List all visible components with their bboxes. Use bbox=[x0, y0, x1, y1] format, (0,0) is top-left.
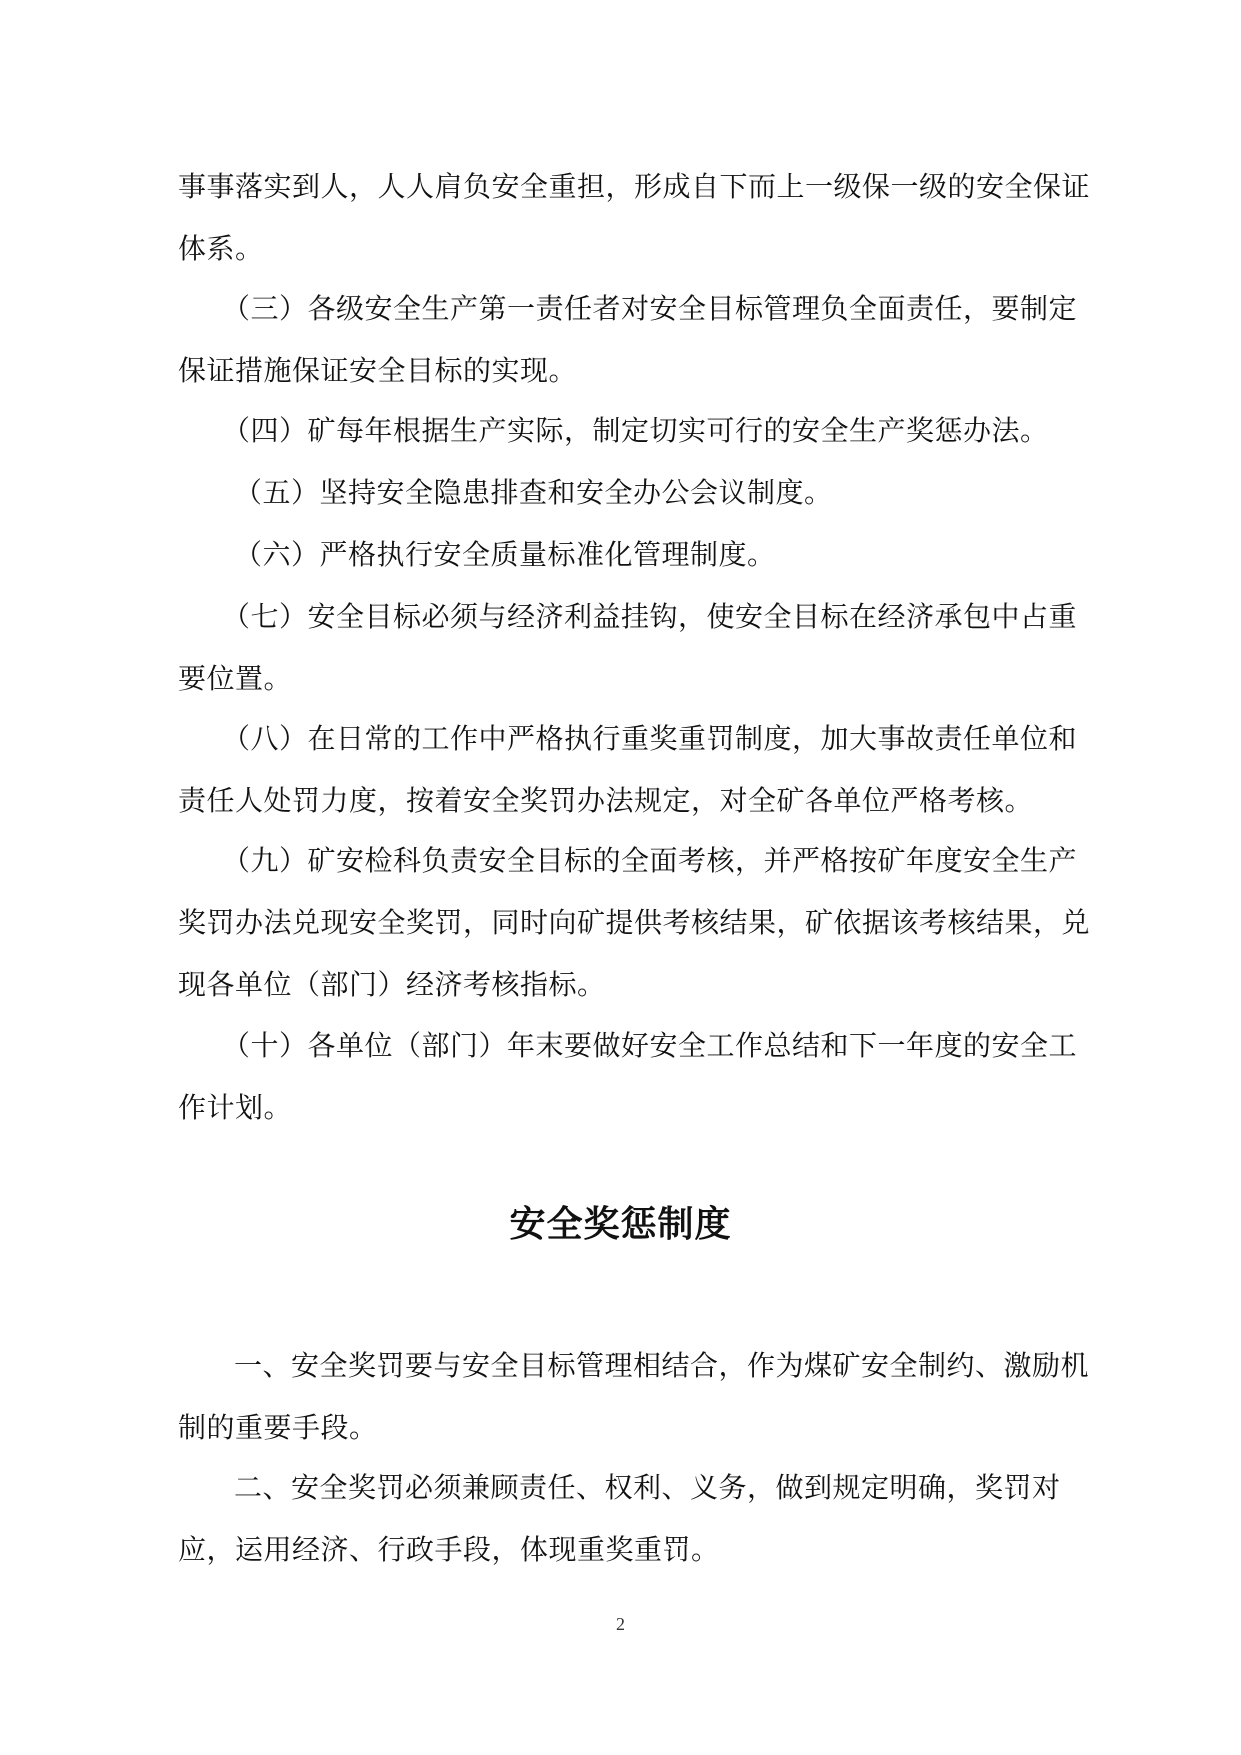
paragraph-item-7: （七）安全目标必须与经济利益挂钩，使安全目标在经济承包中占重要位置。 bbox=[178, 600, 1078, 695]
paragraph-item-10: （十）各单位（部门）年末要做好安全工作总结和下一年度的安全工作计划。 bbox=[178, 1029, 1078, 1124]
page-number: 2 bbox=[616, 1614, 625, 1634]
paragraph-item-9: （九）矿安检科负责安全目标的全面考核，并严格按矿年度安全生产奖罚办法兑现安全奖罚，同时向矿提供考核结果，矿依据该考核结果，兑现各单位（部门）经济考核指标。 bbox=[178, 844, 1091, 1001]
section-title: 安全奖惩制度 bbox=[509, 1204, 732, 1245]
paragraph-item-6: （六）严格执行安全质量标准化管理制度。 bbox=[234, 538, 776, 571]
section-paragraph-1: 一、安全奖罚要与安全目标管理相结合，作为煤矿安全制约、激励机制的重要手段。 bbox=[178, 1349, 1090, 1444]
paragraph-continuation: 事事落实到人，人人肩负安全重担，形成自下而上一级保一级的安全保证体系。 bbox=[178, 170, 1091, 265]
section-paragraph-2: 二、安全奖罚必须兼顾责任、权利、义务，做到规定明确，奖罚对应，运用经济、行政手段，体现重奖重罚。 bbox=[178, 1471, 1061, 1566]
paragraph-item-3: （三）各级安全生产第一责任者对安全目标管理负全面责任，要制定保证措施保证安全目标的实现。 bbox=[178, 292, 1078, 387]
paragraph-item-5: （五）坚持安全隐患排查和安全办公会议制度。 bbox=[234, 476, 833, 509]
paragraph-item-4: （四）矿每年根据生产实际，制定切实可行的安全生产奖惩办法。 bbox=[222, 414, 1049, 447]
paragraph-item-8: （八）在日常的工作中严格执行重奖重罚制度，加大事故责任单位和责任人处罚力度，按着安全奖罚办法规定，对全矿各单位严格考核。 bbox=[178, 722, 1078, 817]
